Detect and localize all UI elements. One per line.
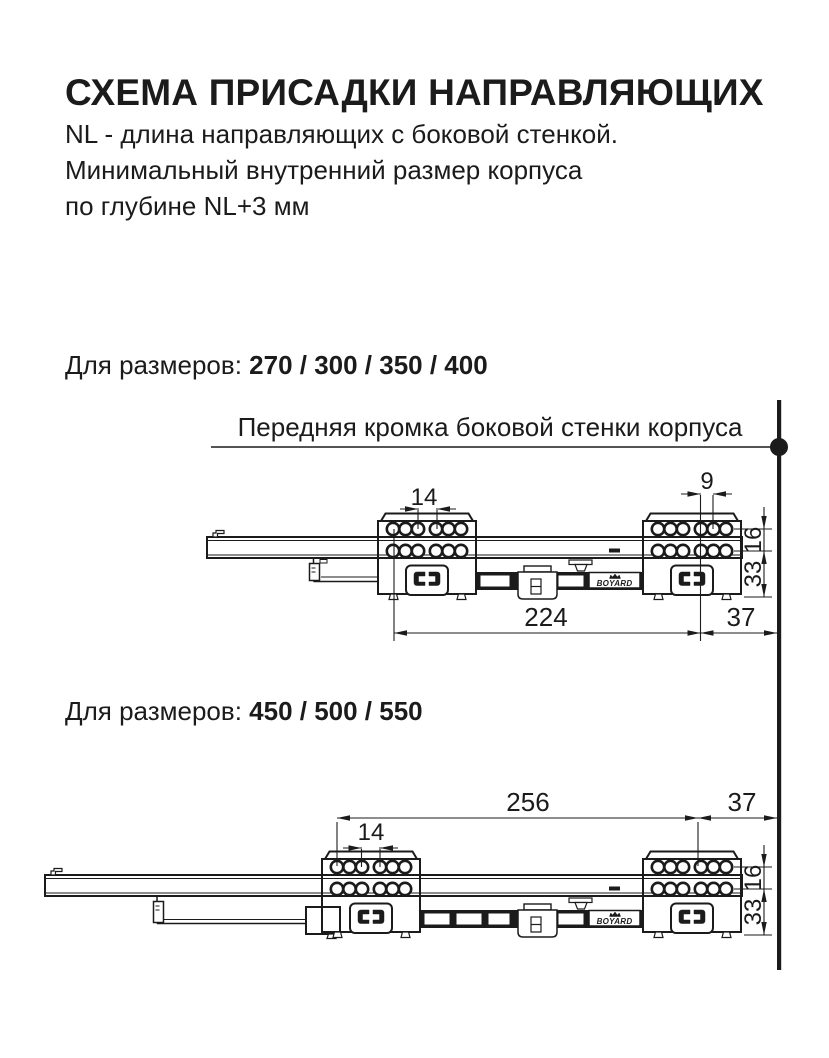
- section-prefix: Для размеров:: [65, 350, 250, 380]
- front-edge-label: Передняя кромка боковой стенки корпуса: [237, 412, 743, 442]
- subtitle-line: по глубине NL+3 мм: [65, 191, 310, 221]
- section-sizes: 450 / 500 / 550: [249, 696, 423, 726]
- edge-reference-dot: [770, 438, 788, 456]
- dim-label-bottom-offset: 33: [740, 898, 767, 926]
- dim-label-hole-gap: 14: [357, 819, 385, 846]
- slide-diagram-top: [207, 468, 777, 641]
- subtitle-line: NL - длина направляющих с боковой стенкой.: [65, 119, 618, 149]
- slide-diagram-bottom: [45, 787, 777, 939]
- dim-label-row-spacing: 16: [740, 864, 767, 892]
- dim-label-front-offset: 37: [727, 787, 757, 817]
- dim-label-front-offset: 37: [726, 602, 756, 632]
- slide-drawing: [207, 491, 777, 641]
- slide-drawing: [45, 815, 777, 938]
- front-edge-reference-line: [777, 400, 781, 970]
- section-sizes: 270 / 300 / 350 / 400: [249, 350, 488, 380]
- page-title: СХЕМА ПРИСАДКИ НАПРАВЛЯЮЩИХ: [65, 72, 764, 113]
- dim-label-rear-span: 256: [506, 787, 550, 817]
- dim-label-bottom-offset: 33: [740, 560, 767, 588]
- dim-label-hole-gap: 14: [410, 484, 438, 511]
- dim-label-rear-span: 224: [524, 602, 568, 632]
- subtitle-line: Минимальный внутренний размер корпуса: [65, 155, 583, 185]
- brand-logo-text: BOYARD: [596, 917, 633, 926]
- dim-label-hole-pitch: 9: [700, 468, 714, 495]
- brand-logo-text: BOYARD: [596, 579, 633, 588]
- dim-label-row-spacing: 16: [740, 526, 767, 554]
- section-prefix: Для размеров:: [65, 696, 250, 726]
